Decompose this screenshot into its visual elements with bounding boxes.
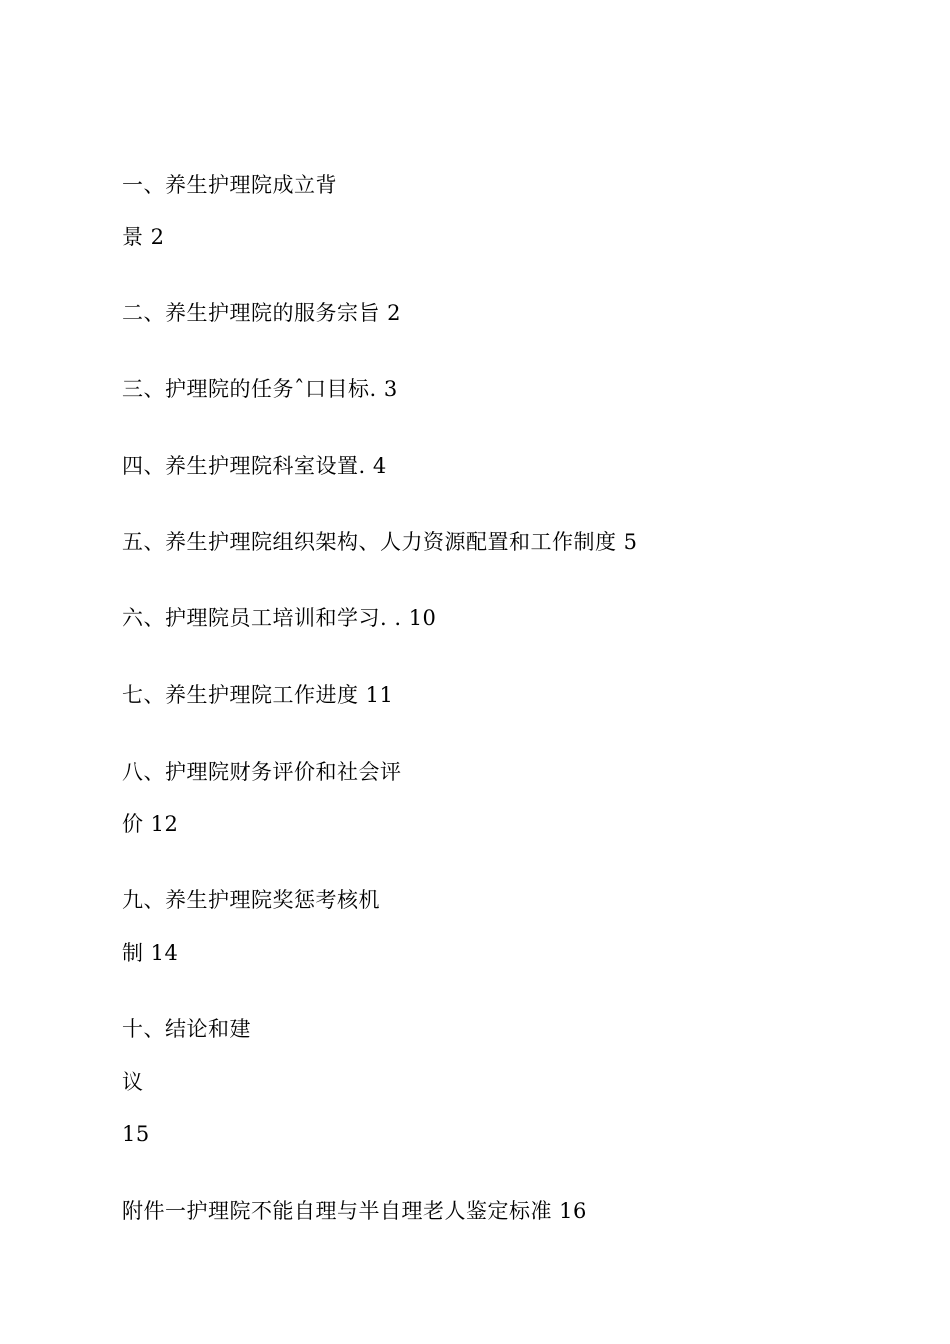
toc-entry-10-part-2: 议 <box>122 1070 144 1094</box>
toc-entry-2: 二、养生护理院的服务宗旨 2 <box>122 301 402 325</box>
toc-entry-1-part-1: 一、养生护理院成立背 <box>122 173 337 197</box>
toc-entry-8-part-2: 价 12 <box>122 812 179 836</box>
toc-entry-1-part-2: 景 2 <box>122 225 165 249</box>
toc-entry-3: 三、护理院的任务ˆ口目标. 3 <box>122 377 398 401</box>
toc-entry-10-page: 15 <box>122 1122 150 1146</box>
toc-entry-4: 四、养生护理院科室设置. 4 <box>122 454 387 478</box>
toc-entry-6: 六、护理院员工培训和学习. . 10 <box>122 606 437 630</box>
toc-entry-8-part-1: 八、护理院财务评价和社会评 <box>122 760 402 784</box>
toc-entry-9-part-2: 制 14 <box>122 941 179 965</box>
toc-entry-7: 七、养生护理院工作进度 11 <box>122 683 394 707</box>
toc-entry-5: 五、养生护理院组织架构、人力资源配置和工作制度 5 <box>122 530 638 554</box>
toc-entry-10-part-1: 十、结论和建 <box>122 1017 251 1041</box>
toc-entry-appendix-1: 附件一护理院不能自理与半自理老人鉴定标准 16 <box>122 1199 587 1223</box>
toc-entry-9-part-1: 九、养生护理院奖惩考核机 <box>122 888 380 912</box>
